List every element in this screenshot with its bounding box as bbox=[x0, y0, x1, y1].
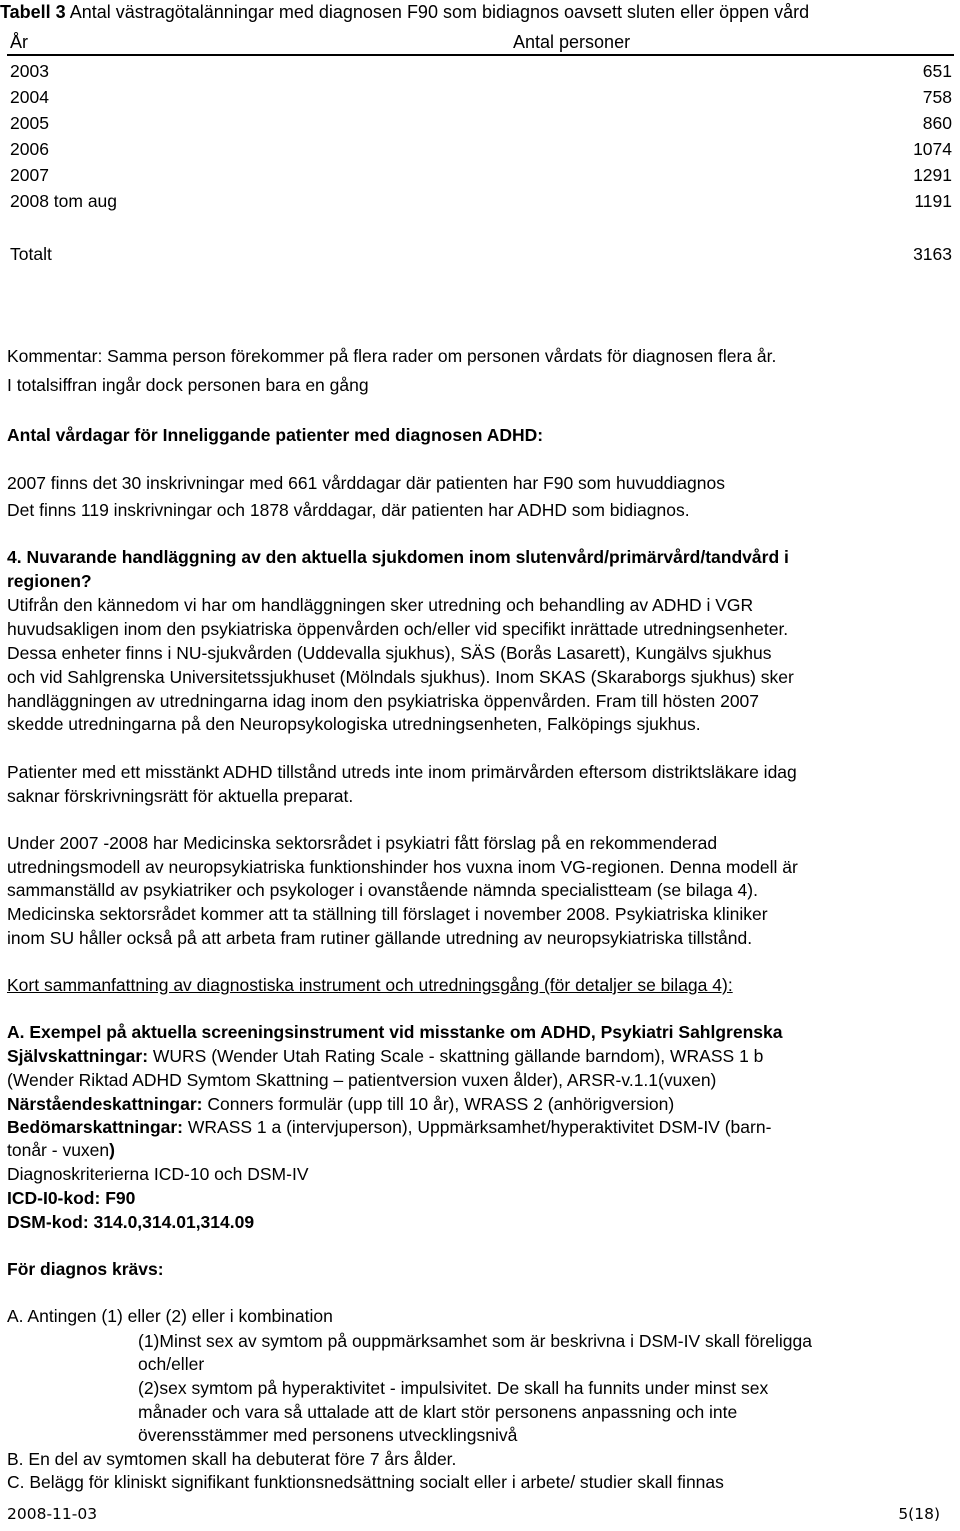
assessor-rating-paren: ) bbox=[109, 1140, 115, 1160]
section-4-heading-cont: regionen? bbox=[7, 571, 92, 591]
comment-line-2: I totalsiffran ingår dock personen bara en gång bbox=[7, 375, 369, 395]
table-row-count: 860 bbox=[922, 113, 952, 133]
table-row-count: 758 bbox=[922, 87, 952, 107]
paragraph-line: sammanställd av psykiatriker och psykologer i ovanstående nämnda specialistteam (se bilaga 4). bbox=[7, 880, 758, 900]
table-row-year: 2008 tom aug bbox=[10, 191, 118, 211]
assessor-rating-label: Bedömarskattningar: bbox=[7, 1117, 184, 1137]
diagnosis-a2-line-1: (2)sex symtom på hyperaktivitet - impulsivitet. De skall ha funnits under minst sex bbox=[138, 1378, 769, 1398]
criteria-line: Diagnoskriterierna ICD-10 och DSM-IV bbox=[7, 1164, 309, 1184]
self-assessment-line-2: (Wender Riktad ADHD Symtom Skattning – patientversion vuxen ålder), ARSR-v.1.1(vuxen) bbox=[7, 1070, 717, 1090]
diagnosis-heading: För diagnos krävs: bbox=[7, 1259, 164, 1279]
diagnosis-a2-line-2: månader och vara så uttalade att de klart stör personens anpassning och inte bbox=[138, 1402, 738, 1422]
self-assessment-label: Självskattningar: bbox=[7, 1046, 149, 1066]
table-row-year: 2006 bbox=[10, 139, 49, 159]
table-total-label: Totalt bbox=[10, 244, 52, 264]
self-assessment-line bbox=[7, 1046, 763, 1067]
diagnosis-a1-line-2: och/eller bbox=[138, 1354, 205, 1374]
vardagar-line-1: 2007 finns det 30 inskrivningar med 661 vårddagar där patienten har F90 som huvuddiagnos bbox=[7, 473, 725, 493]
diagnosis-a1-line-1: (1)Minst sex av symtom på ouppmärksamhet som är beskrivna i DSM-IV skall föreligga bbox=[138, 1331, 812, 1351]
col-header-count: Antal personer bbox=[513, 32, 631, 52]
paragraph-line: inom SU håller också på att arbeta fram rutiner gällande utredning av neuropsykiatriska tillstånd. bbox=[7, 928, 753, 948]
table-row-count: 651 bbox=[922, 61, 952, 81]
diagnosis-criterion-b: B. En del av symtomen skall ha debuterat före 7 års ålder. bbox=[7, 1449, 457, 1469]
table-row-year: 2007 bbox=[10, 165, 49, 185]
vardagar-heading: Antal vårdagar för Inneliggande patienter med diagnosen ADHD: bbox=[7, 425, 544, 445]
section-4-heading: 4. Nuvarande handläggning av den aktuella sjukdomen inom slutenvård/primärvård/tandvård i bbox=[7, 547, 789, 567]
table-row-year: 2005 bbox=[10, 113, 49, 133]
assessor-rating-line-2 bbox=[7, 1140, 115, 1161]
paragraph-line: Under 2007 -2008 har Medicinska sektorsrådet i psykiatri fått förslag på en rekommenderad bbox=[7, 833, 718, 853]
assessor-rating-line bbox=[7, 1117, 771, 1138]
diagnosis-a2-line-3: överensstämmer med personens utvecklingsnivå bbox=[138, 1425, 518, 1445]
table-row-year: 2004 bbox=[10, 87, 49, 107]
paragraph-line: skedde utredningarna på den Neuropsykologiska utredningsenheten, Falköpings sjukhus. bbox=[7, 714, 701, 734]
paragraph-line: Utifrån den kännedom vi har om handläggningen sker utredning och behandling av ADHD i VGR bbox=[7, 595, 754, 615]
icd-code: ICD-I0-kod: F90 bbox=[7, 1188, 136, 1208]
paragraph-line: utredningsmodell av neuropsykiatriska funktionshinder hos vuxna inom VG-regionen. Denna modell är bbox=[7, 857, 798, 877]
relative-assessment-text: Conners formulär (upp till 10 år), WRASS 2 (anhörigversion) bbox=[202, 1094, 675, 1114]
table-row-year: 2003 bbox=[10, 61, 49, 81]
relative-assessment-line bbox=[7, 1094, 674, 1115]
vardagar-line-2: Det finns 119 inskrivningar och 1878 vårddagar, där patienten har ADHD som bidiagnos. bbox=[7, 500, 690, 520]
assessor-rating-text: WRASS 1 a (intervjuperson), Uppmärksamhet/hyperaktivitet DSM-IV (barn- bbox=[183, 1117, 772, 1137]
table-caption-text: Antal västragötalänningar med diagnosen F90 som bidiagnos oavsett sluten eller öppen vård bbox=[65, 2, 810, 22]
relative-assessment-label: Närståendeskattningar: bbox=[7, 1094, 203, 1114]
table-header-rule bbox=[7, 54, 954, 56]
paragraph-line: handläggningen av utredningarna idag inom den psykiatriska öppenvården. Fram till hösten 2007 bbox=[7, 691, 760, 711]
paragraph-line: huvudsakligen inom den psykiatriska öppenvården och/eller vid specifikt inrättade utredningsenheter. bbox=[7, 619, 789, 639]
table-caption-label: Tabell 3 bbox=[0, 2, 66, 22]
comment-line-1: Kommentar: Samma person förekommer på flera rader om personen vårdats för diagnosen flera år. bbox=[7, 346, 777, 366]
table-caption bbox=[0, 2, 809, 23]
instruments-heading: A. Exempel på aktuella screeningsinstrument vid misstanke om ADHD, Psykiatri Sahlgrenska bbox=[7, 1022, 783, 1042]
paragraph-line: Medicinska sektorsrådet kommer att ta ställning till förslaget i november 2008. Psykiatriska kliniker bbox=[7, 904, 768, 924]
self-assessment-text: WURS (Wender Utah Rating Scale - skattning gällande barndom), WRASS 1 b bbox=[148, 1046, 764, 1066]
summary-heading: Kort sammanfattning av diagnostiska instrument och utredningsgång (för detaljer se bilaga 4): bbox=[7, 975, 733, 995]
col-header-year: År bbox=[10, 32, 28, 52]
paragraph-line: Patienter med ett misstänkt ADHD tillstånd utreds inte inom primärvården eftersom distriktsläkare idag bbox=[7, 762, 797, 782]
paragraph-line: Dessa enheter finns i NU-sjukvården (Uddevalla sjukhus), SÄS (Borås Lasarett), Kungälvs sjukhus bbox=[7, 643, 772, 663]
diagnosis-criterion-c: C. Belägg för kliniskt signifikant funktionsnedsättning socialt eller i arbete/ studier skall finnas bbox=[7, 1472, 724, 1492]
table-row-count: 1074 bbox=[913, 139, 952, 159]
paragraph-line: saknar förskrivningsrätt för aktuella preparat. bbox=[7, 786, 354, 806]
diagnosis-criterion-a: A. Antingen (1) eller (2) eller i kombination bbox=[7, 1306, 333, 1326]
table-row-count: 1291 bbox=[913, 165, 952, 185]
footer-page-number: 5(18) bbox=[898, 1505, 940, 1523]
table-total-value: 3163 bbox=[913, 244, 952, 264]
assessor-rating-text-2: tonår - vuxen bbox=[7, 1140, 110, 1160]
footer-date: 2008-11-03 bbox=[7, 1505, 98, 1523]
table-row-count: 1191 bbox=[914, 191, 952, 211]
paragraph-line: och vid Sahlgrenska Universitetssjukhuset (Mölndals sjukhus). Inom SKAS (Skaraborgs sjukhus) sker bbox=[7, 667, 794, 687]
dsm-code: DSM-kod: 314.0,314.01,314.09 bbox=[7, 1212, 255, 1232]
